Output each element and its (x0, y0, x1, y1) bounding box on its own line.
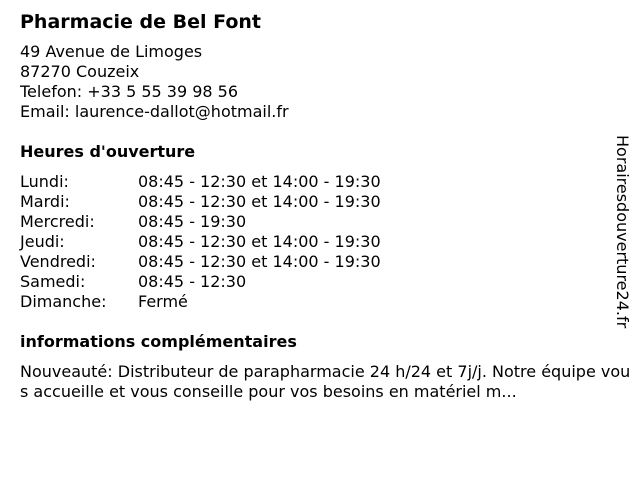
pharmacy-name: Pharmacie de Bel Font (20, 11, 262, 33)
address-city: 87270 Couzeix (20, 62, 140, 81)
day-hours: 08:45 - 12:30 et 14:00 - 19:30 (138, 232, 381, 251)
day-label: Samedi: (20, 272, 86, 291)
day-label: Lundi: (20, 172, 69, 191)
day-label: Vendredi: (20, 252, 96, 271)
day-hours: 08:45 - 12:30 et 14:00 - 19:30 (138, 192, 381, 211)
hours-row-monday (20, 172, 632, 192)
hours-row-thursday (20, 232, 632, 252)
additional-info-text: Nouveauté: Distributeur de parapharmacie 24 h/24 et 7j/j. Notre équipe vous accueille et vous conseille pour vos besoins en matériel m... (20, 362, 631, 401)
hours-row-wednesday (20, 212, 632, 232)
hours-row-tuesday (20, 192, 632, 212)
day-hours: Fermé (138, 292, 188, 311)
hours-row-friday (20, 252, 632, 272)
day-label: Mardi: (20, 192, 70, 211)
day-hours: 08:45 - 19:30 (138, 212, 247, 231)
day-hours: 08:45 - 12:30 et 14:00 - 19:30 (138, 172, 381, 191)
day-label: Mercredi: (20, 212, 95, 231)
day-hours: 08:45 - 12:30 (138, 272, 247, 291)
day-hours: 08:45 - 12:30 et 14:00 - 19:30 (138, 252, 381, 271)
email-address: Email: laurence-dallot@hotmail.fr (20, 102, 289, 121)
hours-row-saturday (20, 272, 632, 292)
opening-hours-heading: Heures d'ouverture (20, 142, 196, 161)
address-street: 49 Avenue de Limoges (20, 42, 203, 61)
hours-row-sunday (20, 292, 632, 312)
contact-block (20, 42, 632, 122)
additional-info-heading: informations complémentaires (20, 332, 297, 351)
day-label: Dimanche: (20, 292, 107, 311)
site-watermark: Horairesdouverture24.fr (613, 135, 632, 329)
phone-number: Telefon: +33 5 55 39 98 56 (20, 82, 239, 101)
opening-hours-table (20, 172, 632, 312)
pharmacy-card (20, 9, 632, 402)
day-label: Jeudi: (20, 232, 65, 251)
